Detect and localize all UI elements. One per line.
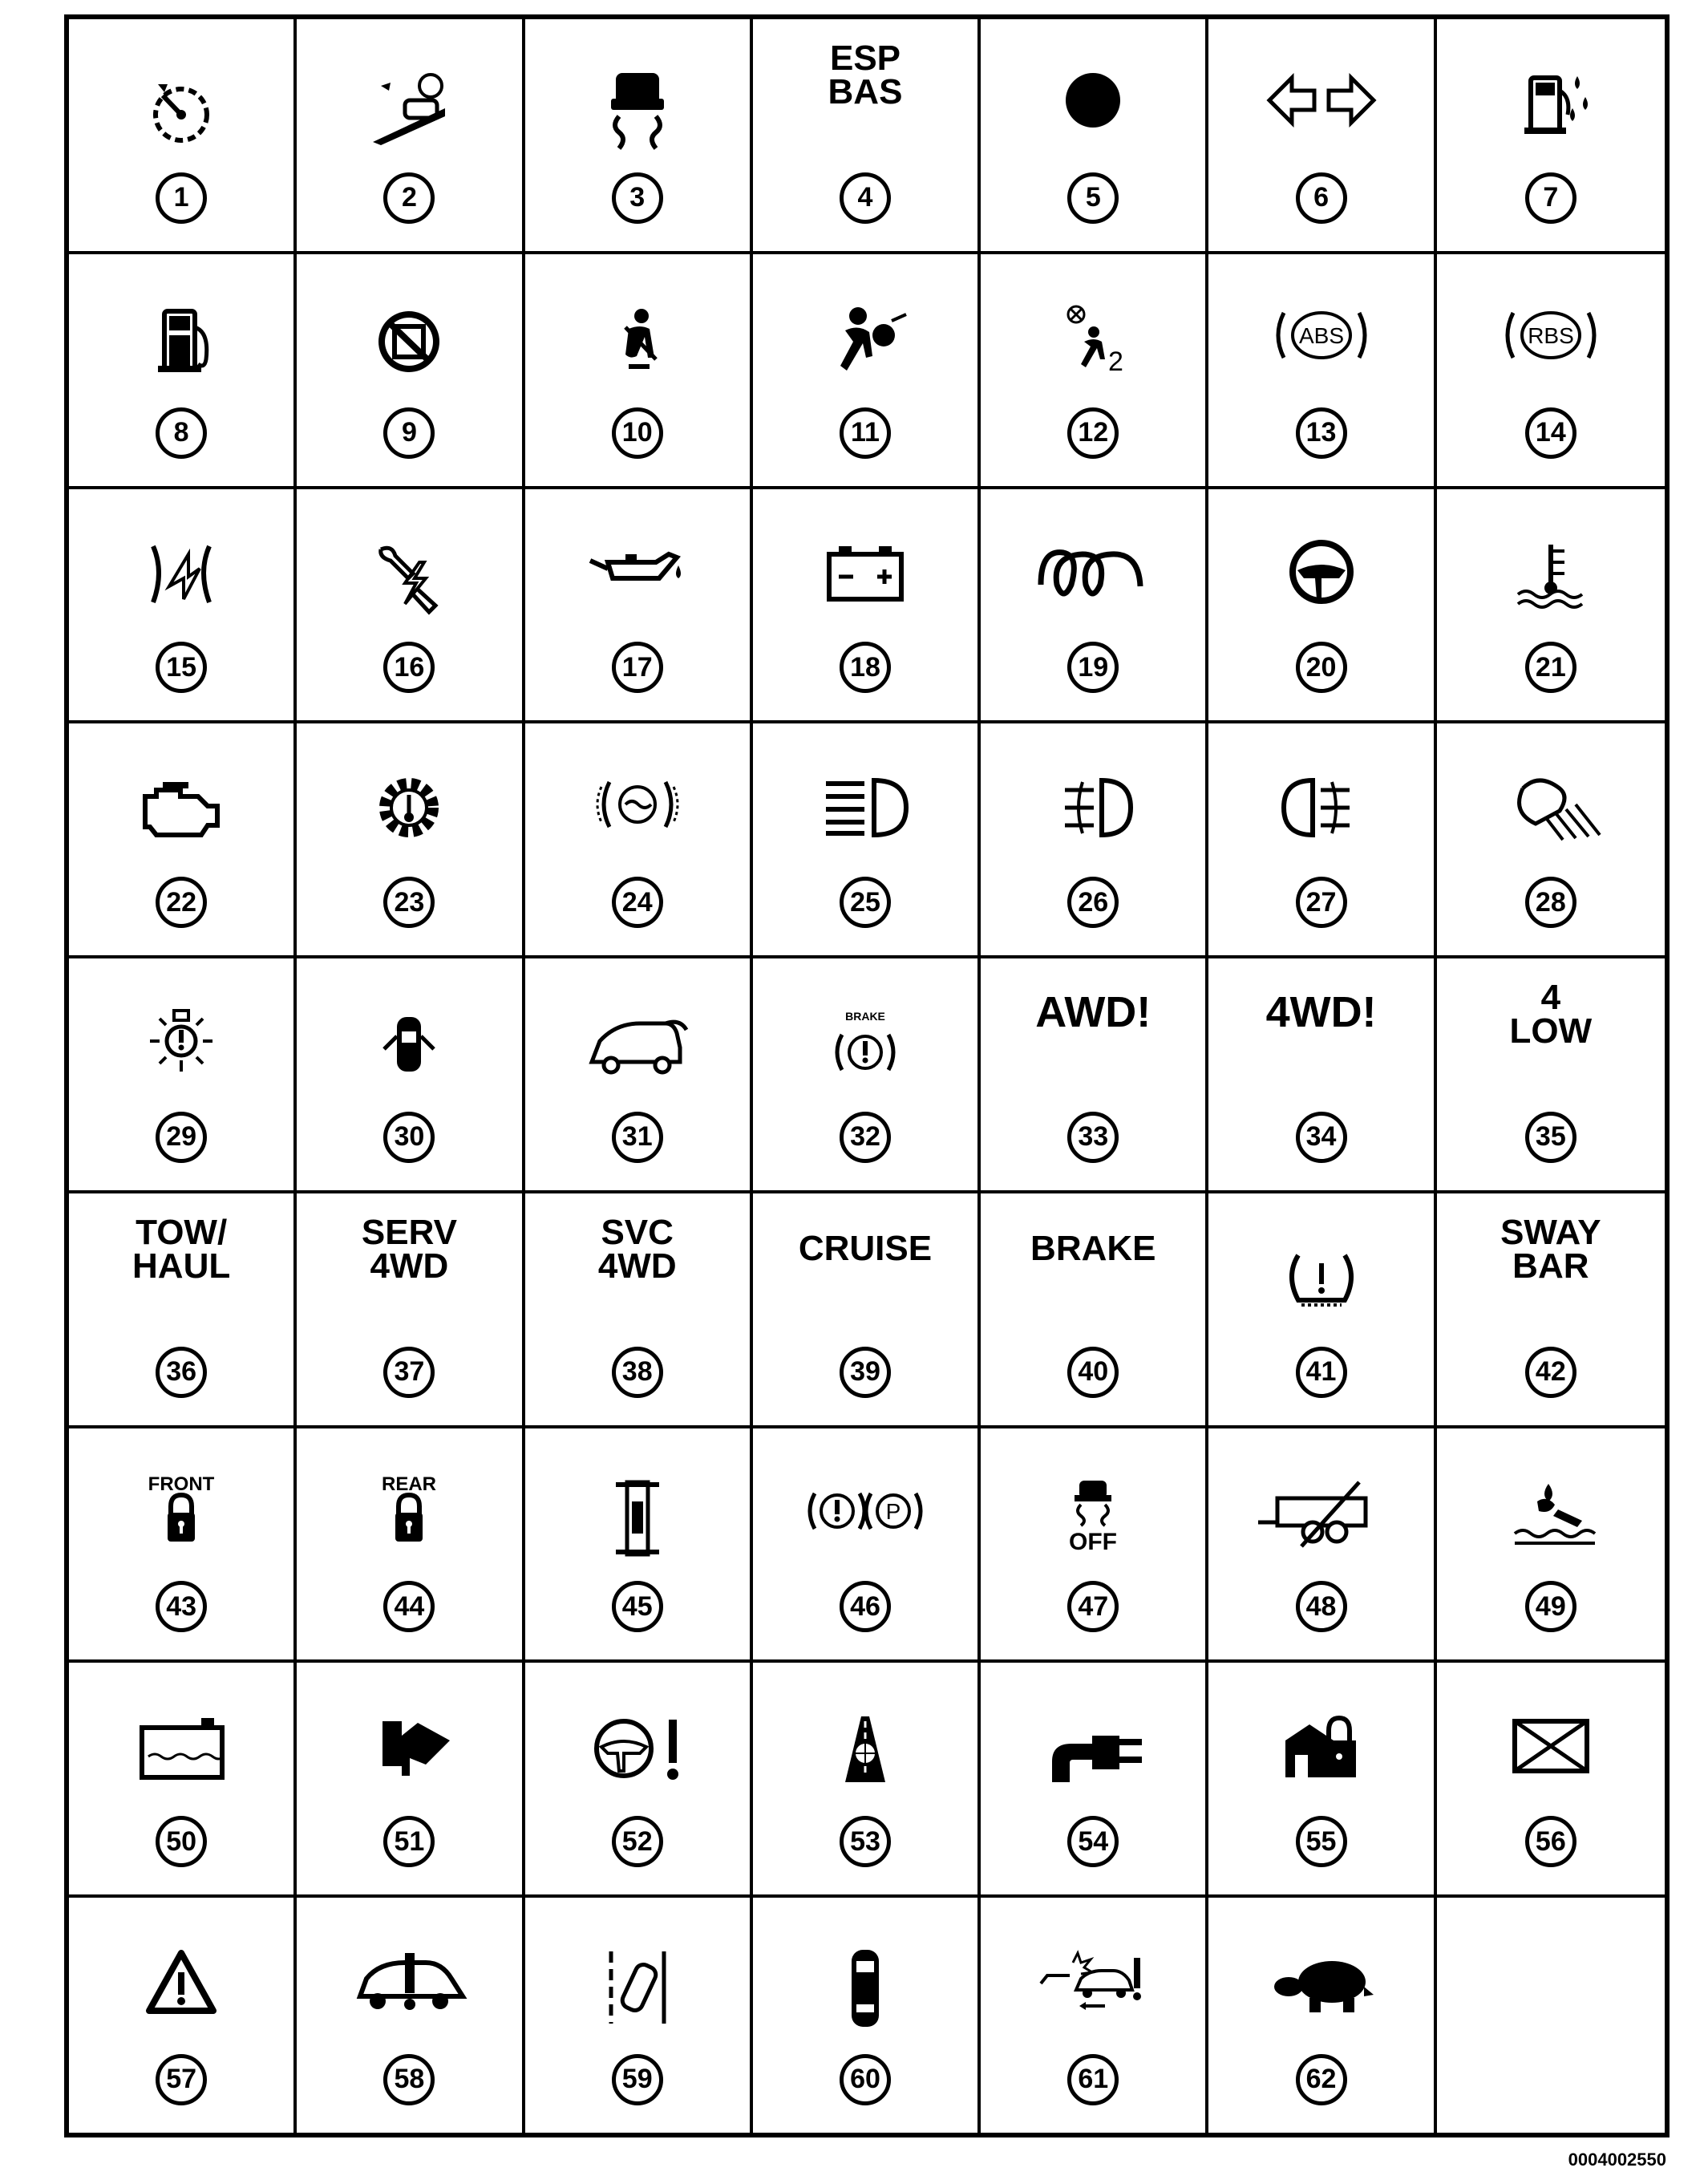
symbol-number: 5: [1067, 172, 1119, 224]
symbol-cell-29: [69, 958, 297, 1193]
symbol-text: SERV 4WD: [361, 1212, 457, 1286]
oil-can-icon: [569, 534, 706, 622]
symbol-number: 30: [383, 1112, 435, 1163]
symbol-cell-57: [69, 1898, 297, 2133]
symbol-number: 56: [1525, 1816, 1576, 1867]
warning-triangle-icon: [113, 1943, 249, 2031]
glow-plug-icon: [1025, 534, 1161, 622]
symbol-cell-8: [69, 254, 297, 489]
traction-control-icon: [569, 64, 706, 152]
symbol-number: 4: [840, 172, 891, 224]
symbol-cell-37: [297, 1193, 524, 1428]
passenger-airbag-off-icon: [341, 299, 477, 387]
symbol-number: 44: [383, 1581, 435, 1632]
symbol-cell-54: [981, 1663, 1208, 1898]
symbol-number: 18: [840, 642, 891, 693]
symbol-cell-24: [525, 723, 753, 958]
rbs-icon: [1483, 299, 1619, 387]
symbol-number: 53: [840, 1816, 891, 1867]
symbol-cell-25: [753, 723, 981, 958]
symbol-number: 41: [1296, 1347, 1347, 1398]
lamp-out-icon: [113, 1003, 249, 1092]
symbol-cell-14: [1437, 254, 1665, 489]
symbol-number: 35: [1525, 1112, 1576, 1163]
front-label: FRONT: [148, 1473, 215, 1495]
rear-seat-belt-2-icon: [1025, 299, 1161, 387]
symbol-cell-10: [525, 254, 753, 489]
symbol-number: 20: [1296, 642, 1347, 693]
message-envelope-icon: [1483, 1708, 1619, 1796]
symbol-number: 29: [156, 1112, 207, 1163]
check-engine-icon: [113, 768, 249, 857]
abs-icon: [1253, 299, 1390, 387]
symbol-number: 46: [840, 1581, 891, 1632]
symbol-cell-36: [69, 1193, 297, 1428]
symbol-number: 2: [383, 172, 435, 224]
hill-descent-icon: [341, 64, 477, 152]
symbol-number: 7: [1525, 172, 1576, 224]
symbol-cell-9: [297, 254, 524, 489]
symbol-number: 52: [612, 1816, 663, 1867]
symbol-number: 17: [612, 642, 663, 693]
symbol-number: 10: [612, 407, 663, 459]
symbol-cell-32: [753, 958, 981, 1193]
symbol-number: 27: [1296, 877, 1347, 928]
symbol-number: 11: [840, 407, 891, 459]
symbol-cell-20: [1208, 489, 1436, 724]
symbol-number: 32: [840, 1112, 891, 1163]
symbol-cell-46: [753, 1428, 981, 1663]
battery-icon: [797, 534, 933, 622]
symbol-cell-48: [1208, 1428, 1436, 1663]
symbol-text: SWAY BAR: [1500, 1212, 1601, 1286]
brake-air-icon: [569, 768, 706, 857]
symbol-number: 61: [1067, 2054, 1119, 2105]
symbol-cell-53: [753, 1663, 981, 1898]
abs-label: ABS: [1298, 322, 1344, 348]
symbol-cell-18: [753, 489, 981, 724]
symbol-number: 60: [840, 2054, 891, 2105]
symbol-cell-26: [981, 723, 1208, 958]
symbol-cell-15: [69, 489, 297, 724]
symbol-cell-52: [525, 1663, 753, 1898]
symbol-cell-23: [297, 723, 524, 958]
off-label: OFF: [1069, 1528, 1118, 1555]
symbol-number: 1: [156, 172, 207, 224]
symbol-number: 6: [1296, 172, 1347, 224]
symbol-cell-43: [69, 1428, 297, 1663]
symbol-text: BRAKE: [1030, 1228, 1156, 1268]
tire-pressure-icon: [1253, 1238, 1390, 1327]
high-beam-icon: [797, 768, 933, 857]
symbol-text: ESP BAS: [828, 38, 903, 111]
symbol-cell-50: [69, 1663, 297, 1898]
symbol-number: 19: [1067, 642, 1119, 693]
symbol-cell-28: [1437, 723, 1665, 958]
symbol-cell-40: [981, 1193, 1208, 1428]
rbs-label: RBS: [1528, 322, 1574, 348]
symbol-cell-1: [69, 19, 297, 254]
symbol-number: 15: [156, 642, 207, 693]
symbol-text: AWD!: [1035, 988, 1151, 1037]
headlamp-leveling-icon: [1483, 768, 1619, 857]
water-in-fuel-icon: [1483, 1473, 1619, 1562]
symbol-number: 37: [383, 1347, 435, 1398]
symbol-number: 48: [1296, 1581, 1347, 1632]
figure-code: 0004002550: [1568, 2150, 1666, 2170]
symbol-number: 24: [612, 877, 663, 928]
seat-belt-icon: [569, 299, 706, 387]
symbol-cell-12: [981, 254, 1208, 489]
traction-off-icon: [1025, 1473, 1161, 1562]
symbol-number: 57: [156, 2054, 207, 2105]
symbol-cell-33: [981, 958, 1208, 1193]
speedometer-icon: [113, 64, 249, 152]
fuel-water-icon: [1483, 64, 1619, 152]
symbol-cell-11: [753, 254, 981, 489]
symbol-cell-47: [981, 1428, 1208, 1663]
coolant-temperature-icon: [1483, 534, 1619, 622]
symbol-cell-62: [1208, 1898, 1436, 2133]
filled-circle-icon: [1025, 64, 1161, 152]
symbol-cell-13: [1208, 254, 1436, 489]
symbol-cell-56: [1437, 1663, 1665, 1898]
symbol-number: 8: [156, 407, 207, 459]
lane-departure-icon: [569, 1943, 706, 2031]
symbol-text: CRUISE: [798, 1228, 933, 1268]
symbol-cell-39: [753, 1193, 981, 1428]
symbol-number: 34: [1296, 1112, 1347, 1163]
symbol-text: 4WD!: [1265, 988, 1377, 1037]
symbol-number: 50: [156, 1816, 207, 1867]
liftgate-open-icon: [569, 1003, 706, 1092]
symbol-cell-30: [297, 958, 524, 1193]
symbol-cell-42: [1437, 1193, 1665, 1428]
symbol-cell-45: [525, 1428, 753, 1663]
symbol-cell-21: [1437, 489, 1665, 724]
symbol-cell-19: [981, 489, 1208, 724]
symbol-number: 3: [612, 172, 663, 224]
symbol-cell-6: [1208, 19, 1436, 254]
symbol-number: 14: [1525, 407, 1576, 459]
symbol-number: 28: [1525, 877, 1576, 928]
symbol-number: 38: [612, 1347, 663, 1398]
symbol-text: SVC 4WD: [597, 1212, 677, 1286]
symbol-cell-27: [1208, 723, 1436, 958]
symbol-number: 59: [612, 2054, 663, 2105]
symbol-cell-38: [525, 1193, 753, 1428]
symbol-cell-16: [297, 489, 524, 724]
symbol-number: 21: [1525, 642, 1576, 693]
electronic-throttle-icon: [113, 534, 249, 622]
symbol-cell-34: [1208, 958, 1436, 1193]
symbol-cell-61: [981, 1898, 1208, 2133]
symbol-text: 4 LOW: [1509, 978, 1593, 1052]
symbol-number: 33: [1067, 1112, 1119, 1163]
symbol-cell-41: [1208, 1193, 1436, 1428]
symbol-cell-58: [297, 1898, 524, 2133]
symbol-number: 26: [1067, 877, 1119, 928]
symbol-cell-60: [753, 1898, 981, 2133]
front-fog-lamp-icon: [1025, 768, 1161, 857]
symbol-number: 31: [612, 1112, 663, 1163]
vehicle-top-view-icon: [797, 1943, 933, 2031]
brake-parking-icon: [797, 1473, 933, 1562]
symbol-number: 39: [840, 1347, 891, 1398]
symbol-number: 62: [1296, 2054, 1347, 2105]
symbol-number: 55: [1296, 1816, 1347, 1867]
symbol-cell-59: [525, 1898, 753, 2133]
symbol-table: [64, 14, 1670, 2137]
symbol-number: 45: [612, 1581, 663, 1632]
symbol-number: 36: [156, 1347, 207, 1398]
symbol-number: 22: [156, 877, 207, 928]
symbol-cell-5: [981, 19, 1208, 254]
transmission-temperature-icon: [341, 768, 477, 857]
empty-cell: [1437, 1898, 1665, 2133]
fuel-door-icon: [341, 1708, 477, 1796]
symbol-number: 13: [1296, 407, 1347, 459]
symbol-number: 16: [383, 642, 435, 693]
symbol-cell-22: [69, 723, 297, 958]
rear-lock-icon: [341, 1473, 477, 1562]
rear-fog-lamp-icon: [1253, 768, 1390, 857]
door-ajar-icon: [341, 1003, 477, 1092]
steering-warning-icon: [569, 1708, 706, 1796]
brake-small-label: BRAKE: [845, 1010, 885, 1023]
symbol-number: 58: [383, 2054, 435, 2105]
symbol-cell-51: [297, 1663, 524, 1898]
washer-fluid-icon: [113, 1708, 249, 1796]
symbol-number: 9: [383, 407, 435, 459]
fuel-pump-icon: [113, 299, 249, 387]
symbol-cell-31: [525, 958, 753, 1193]
symbol-cell-49: [1437, 1428, 1665, 1663]
turn-signal-arrows-icon: [1253, 64, 1390, 152]
collision-warning-icon: [1025, 1943, 1161, 2031]
brake-warning-icon: [797, 1003, 933, 1092]
airbag-icon: [797, 299, 933, 387]
symbol-cell-17: [525, 489, 753, 724]
front-lock-icon: [113, 1473, 249, 1562]
vehicle-warning-icon: [341, 1943, 477, 2031]
symbol-number: 42: [1525, 1347, 1576, 1398]
symbol-number: 43: [156, 1581, 207, 1632]
symbol-cell-7: [1437, 19, 1665, 254]
symbol-cell-44: [297, 1428, 524, 1663]
symbol-number: 51: [383, 1816, 435, 1867]
symbol-number: 54: [1067, 1816, 1119, 1867]
symbol-cell-4: [753, 19, 981, 254]
symbol-text: TOW/ HAUL: [132, 1212, 231, 1286]
turtle-icon: [1253, 1943, 1390, 2031]
svg-text:2: 2: [1108, 346, 1124, 377]
symbol-number: 40: [1067, 1347, 1119, 1398]
ice-road-icon: [797, 1708, 933, 1796]
chassis-icon: [569, 1473, 706, 1562]
symbol-number: 25: [840, 877, 891, 928]
steering-wheel-icon: [1253, 534, 1390, 622]
symbol-number: 49: [1525, 1581, 1576, 1632]
symbol-number: 23: [383, 877, 435, 928]
symbol-cell-3: [525, 19, 753, 254]
parking-label: P: [885, 1498, 901, 1524]
plug-icon: [1025, 1708, 1161, 1796]
symbol-number: 47: [1067, 1581, 1119, 1632]
wrench-lightning-icon: [341, 534, 477, 622]
trailer-disconnected-icon: [1253, 1473, 1390, 1562]
symbol-cell-55: [1208, 1663, 1436, 1898]
security-icon: [1253, 1708, 1390, 1796]
symbol-cell-2: [297, 19, 524, 254]
rear-label: REAR: [382, 1473, 437, 1495]
symbol-cell-35: [1437, 958, 1665, 1193]
symbol-number: 12: [1067, 407, 1119, 459]
